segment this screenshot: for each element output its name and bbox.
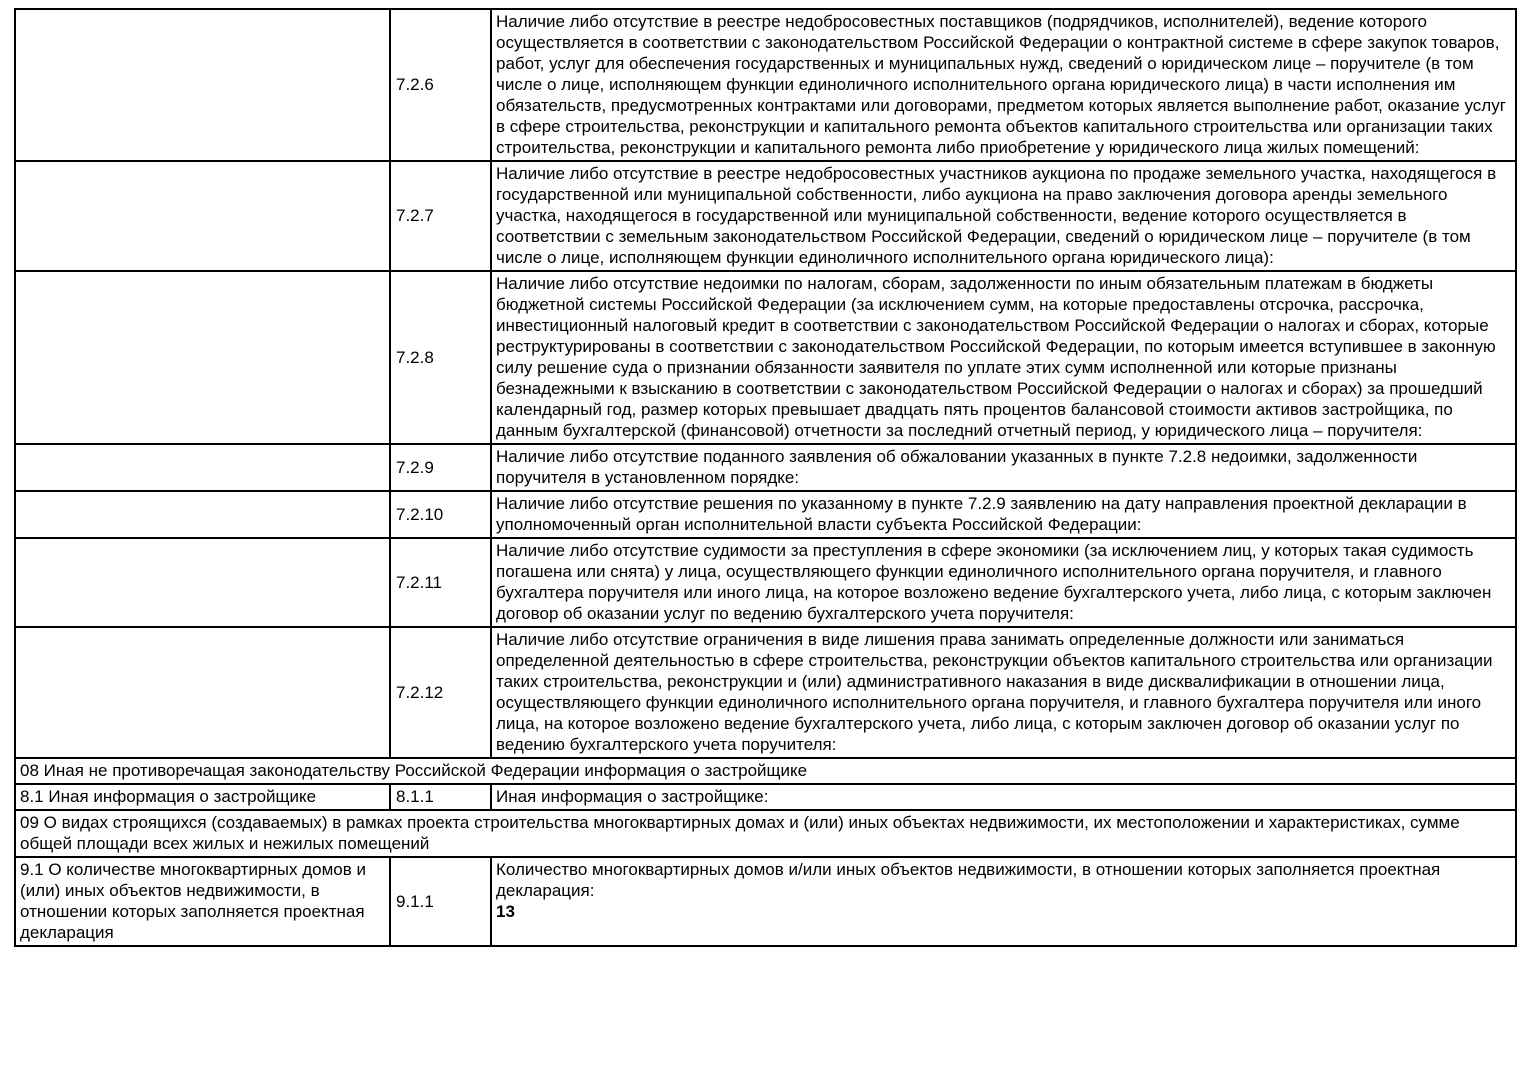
table-row [15, 9, 1516, 161]
row-text-cell [491, 784, 1516, 810]
row-text-cell [491, 444, 1516, 491]
item-question: Наличие либо отсутствие недоимки по налогам, сборам, задолженности по иным обязательным платежам в бюджеты бюджетной системы Российской Федерации (за исключением сумм, на которые предоставлены отсрочка, рассрочка, инвестиционный налоговый кредит в соответствии с законодательством Российской Федерации о налогах и сборах, которые реструктурированы в соответствии с законодательством Российской Федерации, по которым имеется вступившее в законную силу решение суда о признании обязанности заявителя по уплате этих сумм исполненной или которые признаны безнадежными к взысканию в соответствии с законодательством Российской Федерации о налогах и сборах) за прошедший календарный год, размер которых превышает двадцать пять процентов балансовой стоимости активов застройщика, по данным бухгалтерской (финансовой) отчетности за последний отчетный период, у юридического лица – поручителя: [496, 274, 1496, 440]
row-code-cell: 7.2.8 [390, 271, 491, 444]
table-row [15, 784, 1516, 810]
row-text-cell [491, 491, 1516, 538]
item-question: Количество многоквартирных домов и/или иных объектов недвижимости, в отношении которых заполняется проектная декларация: [496, 860, 1441, 900]
row-code-cell: 7.2.10 [390, 491, 491, 538]
table-row [15, 627, 1516, 758]
row-code-cell: 7.2.12 [390, 627, 491, 758]
declaration-table [14, 8, 1517, 947]
section-title: 08 Иная не противоречащая законодательству Российской Федерации информация о застройщике [15, 758, 1516, 784]
row-label-cell [15, 491, 390, 538]
section-title: 09 О видах строящихся (создаваемых) в рамках проекта строительства многоквартирных домах и (или) иных объектах недвижимости, их местоположении и характеристиках, сумме общей площади всех жилых и нежилых помещений [15, 810, 1516, 857]
row-label-cell: 8.1 Иная информация о застройщике [15, 784, 390, 810]
row-label-cell [15, 161, 390, 271]
declaration-table-body [15, 9, 1516, 946]
section-row [15, 810, 1516, 857]
item-question: Наличие либо отсутствие судимости за преступления в сфере экономики (за исключением лиц, у которых такая судимость погашена или снята) у лица, осуществляющего функции единоличного исполнительного органа поручителя, и главного бухгалтера поручителя или иного лица, на которое возложено ведение бухгалтерского учета, либо лица, с которым заключен договор об оказании услуг по ведению бухгалтерского учета поручителя: [496, 541, 1492, 623]
row-label-cell [15, 9, 390, 161]
row-code-cell: 7.2.11 [390, 538, 491, 627]
row-text-cell [491, 271, 1516, 444]
row-code-cell: 9.1.1 [390, 857, 491, 946]
row-code-cell: 8.1.1 [390, 784, 491, 810]
row-label-cell [15, 627, 390, 758]
table-row [15, 161, 1516, 271]
table-row [15, 271, 1516, 444]
row-label-cell [15, 538, 390, 627]
row-text-cell [491, 161, 1516, 271]
row-label-cell [15, 444, 390, 491]
row-code-cell: 7.2.9 [390, 444, 491, 491]
row-text-cell [491, 857, 1516, 946]
row-text-cell [491, 9, 1516, 161]
table-row [15, 444, 1516, 491]
item-question: Иная информация о застройщике: [496, 787, 769, 806]
item-question: Наличие либо отсутствие в реестре недобросовестных поставщиков (подрядчиков, исполнителей), ведение которого осуществляется в соответствии с законодательством Российской Федерации о контрактной системе в сфере закупок товаров, работ, услуг для обеспечения государственных и муниципальных нужд, сведений о юридическом лице – поручителе (в том числе о лице, исполняющем функции единоличного исполнительного органа юридического лица) в части исполнения им обязательств, предусмотренных контрактами или договорами, предметом которых является выполнение работ, оказание услуг в сфере строительства, реконструкции и капитального ремонта объектов капитального строительства или организации таких строительства, реконструкции и капитального ремонта либо приобретение у юридического лица жилых помещений: [496, 12, 1506, 157]
table-row [15, 491, 1516, 538]
table-row [15, 857, 1516, 946]
item-question: Наличие либо отсутствие решения по указанному в пункте 7.2.9 заявлению на дату направления проектной декларации в уполномоченный орган исполнительной власти субъекта Российской Федерации: [496, 494, 1467, 534]
section-row [15, 758, 1516, 784]
row-code-cell: 7.2.6 [390, 9, 491, 161]
item-question: Наличие либо отсутствие в реестре недобросовестных участников аукциона по продаже земельного участка, находящегося в государственной или муниципальной собственности, либо аукциона на право заключения договора аренды земельного участка, находящегося в государственной или муниципальной собственности, ведение которого осуществляется в соответствии с земельным законодательством Российской Федерации, сведений о юридическом лице – поручителе (в том числе о лице, исполняющем функции единоличного исполнительного органа юридического лица): [496, 164, 1497, 267]
row-label-cell [15, 271, 390, 444]
row-label-cell: 9.1 О количестве многоквартирных домов и (или) иных объектов недвижимости, в отношении которых заполняется проектная декларация [15, 857, 390, 946]
table-row [15, 538, 1516, 627]
row-code-cell: 7.2.7 [390, 161, 491, 271]
item-question: Наличие либо отсутствие поданного заявления об обжаловании указанных в пункте 7.2.8 недоимки, задолженности поручителя в установленном порядке: [496, 447, 1418, 487]
row-text-cell [491, 627, 1516, 758]
row-text-cell [491, 538, 1516, 627]
item-value: 13 [496, 902, 515, 921]
item-question: Наличие либо отсутствие ограничения в виде лишения права занимать определенные должности или заниматься определенной деятельностью в сфере строительства, реконструкции объектов капитального строительства или организации таких строительства, реконструкции и (или) административного наказания в виде дисквалификации в отношении лица, осуществляющего функции единоличного исполнительного органа поручителя, и главного бухгалтера поручителя или иного лица, на которое возложено ведение бухгалтерского учета, либо лица, с которым заключен договор об оказании услуг по ведению бухгалтерского учета поручителя: [496, 630, 1493, 754]
